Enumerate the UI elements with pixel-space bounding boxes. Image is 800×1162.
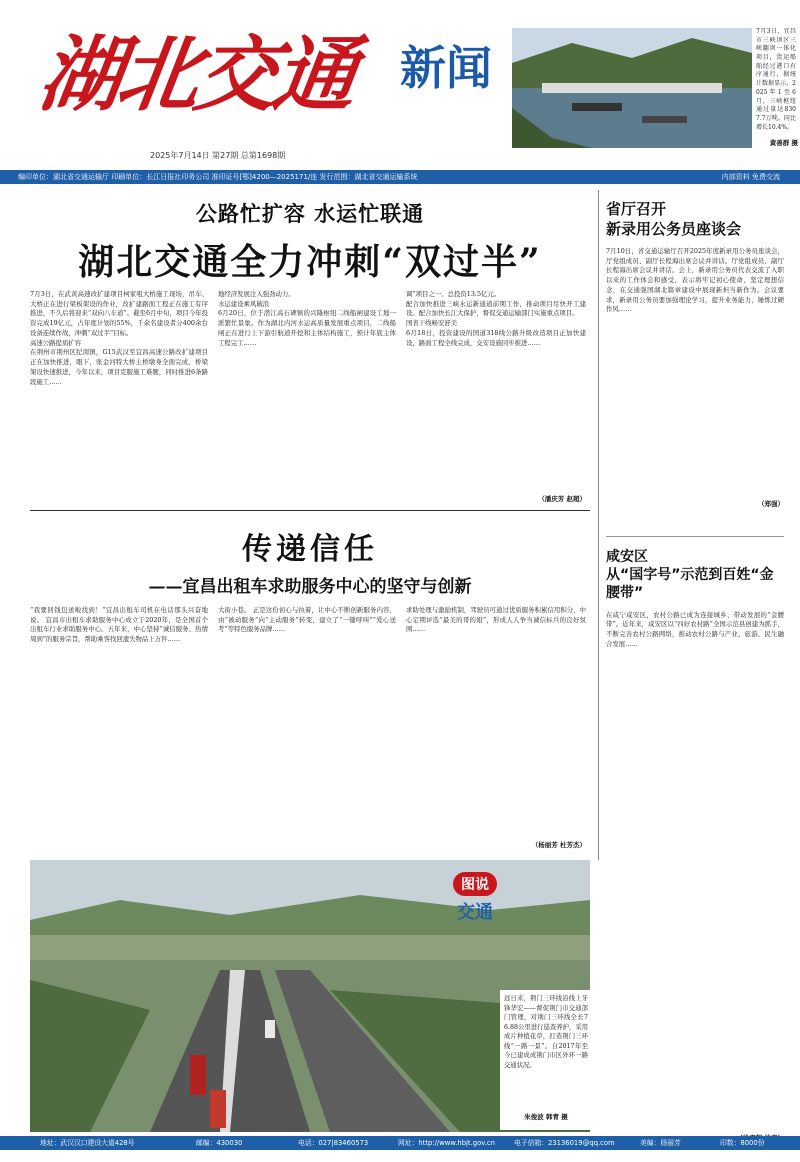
- photo-tag-bottom: 交通: [457, 902, 493, 923]
- footer-phone: 电话：027|83460573: [298, 1139, 369, 1147]
- lead-title: 湖北交通全力冲刺“双过半”: [78, 241, 542, 283]
- footer-designer: 美编：杨丽芳: [640, 1139, 681, 1147]
- divider-lead: [30, 510, 590, 511]
- footer-email: 电子信箱：23136019@qq.com: [514, 1139, 615, 1147]
- feature-subtitle: ——宜昌出租车求助服务中心的坚守与创新: [148, 577, 472, 597]
- feature-credit: （杨丽芳 杜芳杰）: [531, 841, 586, 849]
- right-news-1-title: 省厅召开 新录用公务员座谈会: [606, 200, 742, 238]
- info-bar-right: 内部资料 免费交流: [721, 173, 780, 181]
- feature-column-3: 求助处理与激励机制，驾驶员可通过优质服务积累信用积分，中心定期评选“最美的哥的姐”，形成人人争当诚信标兵的良好氛围……: [406, 606, 586, 634]
- feature-title: 传递信任: [242, 532, 378, 567]
- photo-caption-text: 远日来，荆门三环线沿线上牙锋华宏——督促荆门市交通部门管理，对荆门三环线全长76.88公里进行巡查养护，采用成片种植花草，打造荆门三环线“一路一景”。自2017年至今已建成成荆门市区外环一路交通状况。: [504, 995, 588, 1069]
- right-news-1-credit: （郑强）: [758, 500, 784, 508]
- lead-kicker: 公路忙扩容 水运忙联通: [195, 202, 425, 226]
- footer-website: 网址：http://www.hbjt.gov.cn: [398, 1139, 495, 1147]
- footer: [0, 1136, 800, 1150]
- masthead: [0, 0, 800, 170]
- photo-caption-box: [500, 990, 592, 1130]
- info-bar-editor: 编印单位：湖北省交通运输厅 印刷单位：长江日报社印务公司 准印证号[鄂]4200—2025171/连 发行范围：湖北省交通运输系统: [18, 173, 418, 181]
- right-news-2: [606, 548, 784, 1128]
- section-title: 新闻: [400, 41, 492, 95]
- feature-column-2: 大街小巷。 正是这份初心与执着，让中心不断创新服务内容，由“被动服务”向“主动服务”转变，建立了“一键呼叫”“爱心送考”等特色服务品牌……: [218, 606, 396, 634]
- photo-caption-credit: 朱俊波 韩青 摄: [524, 1113, 568, 1121]
- divider-right-news: [606, 536, 784, 537]
- info-bar: [0, 170, 800, 184]
- feature-column-1: “我要回钱包送啦找到！”宜昌出租车司机在电话那头兴奋地说。 宜昌市出租车求助服务中心成立于2020年，是全国首个出租车行业求助服务中心。五年来，中心坚持“诚信服务、热情周到”的服务宗旨，帮助乘客找回遗失物品上万件……: [30, 606, 208, 644]
- lead-column-2: 地经济发展注入强劲动力。 水运建设乘风破浪 6月20日，位于潜江高石碑镇的兴隆枢纽二线船闸建设工地一派繁忙景象。作为湖北内河水运高质量发展重点项目，二线船闸正在进行上下游引航道开挖和主体结构施工，预计年底主体工程完工……: [218, 290, 396, 347]
- dateline: 2025年7月14日 第27期 总第1698期: [150, 151, 286, 160]
- photo-tag: [440, 872, 510, 932]
- photo-tag-top: 图说: [453, 872, 497, 896]
- divider-right-column: [598, 190, 599, 860]
- lead-column-3: 调”项目之一。总投资13.5亿元。 配合加快推进三峡水运新通道前期工作，推动项目尽快开工建设。配合加快长江大保护，督促交通运输部门实施重点项目。 国省干线畅安舒美 6月18日，投资建设的国道318线公路升级改造项目正加快建设，路面工程全线完成，交安设施同步推进……: [406, 290, 586, 347]
- logo: 湖北交通: [33, 27, 359, 123]
- footer-address: 地址：武汉汉口建设大道428号: [40, 1139, 135, 1147]
- dam-photo-credit: 黄善群 摄: [769, 139, 798, 147]
- footer-print-count: 印数：8000份: [720, 1139, 765, 1147]
- right-news-1: [606, 200, 784, 530]
- lead-credit: （潘庆芳 赵超）: [538, 495, 586, 503]
- right-news-1-body: 7月10日，省交通运输厅召开2025年度新录用公务员座谈会，厅党组成员、副厅长程海出席会议并讲话。厅党组成员、副厅长程海出席会议并讲话。会上，新录用公务员代表交流了入职以来的工作体会和感受，表示将牢记初心使命，坚定理想信念，在交通强国湖北篇章建设中展现新担当新作为。会议要求，新录用公务员要加强理论学习，提升业务能力，锤炼过硬作风……: [606, 247, 784, 314]
- footer-zip: 邮编：430030: [196, 1139, 243, 1147]
- dam-photo-caption: 7月3日，宜昌市三峡坝区三峡翻坝一体化项目，货运船舶经过港口有序通行，据统计数据显示，2025年1至6月，三峡枢纽通过量达8307.7万吨，同比增长10.4%。: [756, 28, 796, 131]
- lead-article: [30, 192, 590, 507]
- feature-article: [30, 516, 590, 851]
- right-news-2-body: 在咸宁咸安区，农村公路已成为连接城乡、带动发展的“金腰带”。近年来，咸安区以“四好农村路”全国示范县创建为抓手，不断完善农村公路网络，推动农村公路与产业、旅游、民生融合发展……: [606, 610, 784, 648]
- dam-photo: [512, 28, 752, 148]
- lead-column-1: 7月3日，在武黄高速改扩建项目柯家咀大桥施工现场，吊车、大桥正在进行梁板架设的作业，改扩建路面工程正在施工有序推进，不久后将迎来“双向八车道”。截至6月中旬，项目今年投资完成19亿元，占年度计划的55%，千余名建设者分400余台设备连续作战，冲刺“双过半”目标。 高速公路提质扩容 在荆州市荆州区纪南镇，G15武汉至宜昌高速公路改扩建项目正在加快推进，眼下，张金河特大桥主桥墩身全面完成，桥梁架设快速推进，今年以来，项目克服施工难题，同时推进6条路段施工……: [30, 290, 208, 386]
- dam-photo-image: [512, 28, 752, 148]
- right-news-2-title: 咸安区 从“国字号”示范到百姓“金腰带”: [606, 549, 774, 602]
